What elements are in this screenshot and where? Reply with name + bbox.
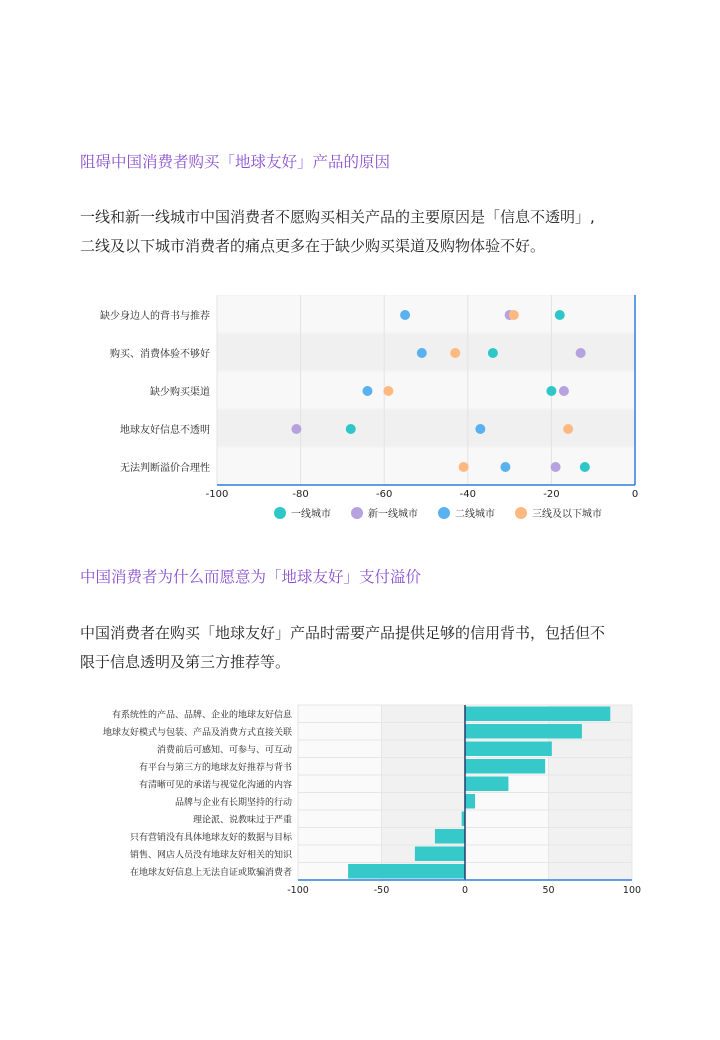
data-point: [559, 386, 569, 396]
section1-paragraph-line1: 一线和新一线城市中国消费者不愿购买相关产品的主要原因是「信息不透明」,: [80, 208, 595, 226]
section1-paragraph-line2: 二线及以下城市消费者的痛点更多在于缺少购买渠道及购物体验不好。: [80, 237, 546, 255]
category-label: 只有营销没有具体地球友好的数据与目标: [129, 832, 292, 843]
data-point: [383, 386, 393, 396]
category-label: 销售、网店人员没有地球友好相关的知识: [129, 850, 292, 861]
bar-chart: [0, 695, 720, 905]
category-label: 缺少身边人的背书与推荐: [100, 311, 210, 322]
section2-paragraph: [80, 619, 660, 677]
category-label: 有清晰可见的承诺与视觉化沟通的内容: [138, 780, 292, 791]
dot-plot-chart: [0, 285, 720, 525]
bar: [465, 777, 508, 792]
bar: [465, 794, 475, 809]
legend-label: 三线及以下城市: [532, 509, 602, 520]
tick-label: -40: [459, 489, 476, 500]
tick-label: -60: [376, 489, 393, 500]
bar: [348, 864, 465, 879]
data-point: [362, 386, 372, 396]
data-point: [546, 386, 556, 396]
section2-paragraph-line1: 中国消费者在购买「地球友好」产品时需要产品提供足够的信用背书，包括但不: [80, 624, 606, 642]
data-point: [555, 310, 565, 320]
category-label: 在地球友好信息上无法自证或欺骗消费者: [129, 867, 292, 878]
section1-paragraph: [80, 203, 660, 261]
legend-label: 二线城市: [455, 509, 495, 520]
tick-label: -50: [373, 885, 390, 896]
data-point: [509, 310, 519, 320]
category-label: 有系统性的产品、品牌、企业的地球友好信息: [111, 710, 292, 721]
category-label: 无法判断溢价合理性: [120, 463, 210, 474]
legend-marker: [351, 507, 363, 519]
bar: [465, 707, 610, 722]
tick-label: -100: [287, 885, 309, 896]
bar: [465, 742, 552, 757]
section1-heading: 阻碍中国消费者购买「地球友好」产品的原因: [80, 153, 391, 171]
row-band: [217, 372, 635, 408]
data-point: [475, 424, 485, 434]
category-label: 理论派、说教味过于严重: [192, 815, 292, 826]
bar: [415, 847, 465, 862]
tick-label: -100: [205, 489, 229, 500]
legend-label: 一线城市: [291, 509, 331, 520]
data-point: [500, 462, 510, 472]
data-point: [459, 462, 469, 472]
tick-label: 100: [622, 885, 642, 896]
tick-label: 0: [631, 489, 639, 500]
data-point: [400, 310, 410, 320]
tick-label: 0: [461, 885, 469, 896]
data-point: [488, 348, 498, 358]
section2-heading: 中国消费者为什么而愿意为「地球友好」支付溢价: [80, 568, 422, 586]
category-label: 消费前后可感知、可参与、可互动: [156, 745, 292, 756]
bar: [465, 724, 582, 739]
data-point: [563, 424, 573, 434]
tick-label: 50: [542, 885, 555, 896]
category-label: 品牌与企业有长期坚持的行动: [174, 797, 292, 808]
category-label: 购买、消费体验不够好: [110, 349, 210, 360]
data-point: [580, 462, 590, 472]
legend-marker: [274, 507, 286, 519]
category-label: 缺少购买渠道: [150, 387, 210, 398]
data-point: [576, 348, 586, 358]
row-band: [217, 448, 635, 484]
bar: [465, 759, 545, 774]
section2-paragraph-line2: 限于信息透明及第三方推荐等。: [80, 653, 291, 671]
data-point: [417, 348, 427, 358]
category-label: 地球友好模式与包装、产品及消费方式直接关联: [102, 727, 292, 738]
data-point: [551, 462, 561, 472]
legend-marker: [515, 507, 527, 519]
legend-label: 新一线城市: [368, 509, 418, 520]
data-point: [291, 424, 301, 434]
row-band: [217, 296, 635, 332]
data-point: [346, 424, 356, 434]
bar: [435, 829, 465, 844]
data-point: [450, 348, 460, 358]
tick-label: -80: [292, 489, 309, 500]
tick-label: -20: [543, 489, 560, 500]
category-label: 有平台与第三方的地球友好推荐与背书: [138, 762, 292, 773]
legend-marker: [438, 507, 450, 519]
category-label: 地球友好信息不透明: [120, 425, 210, 436]
